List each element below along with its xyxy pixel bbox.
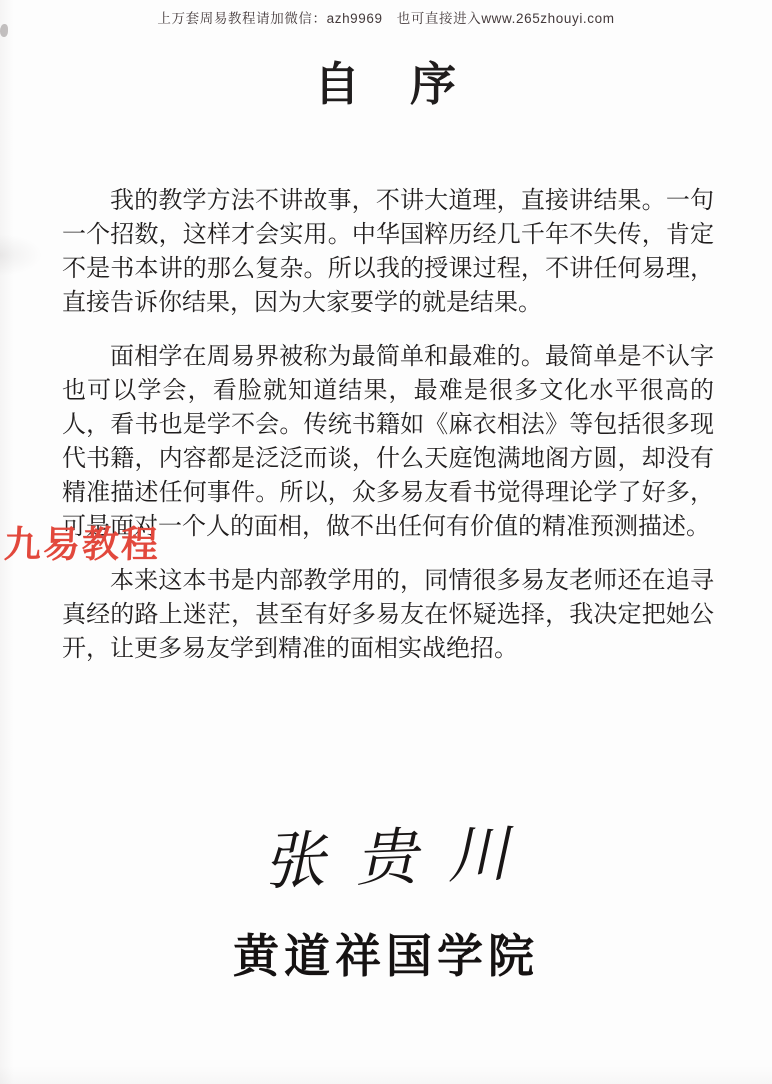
preface-paragraph: 面相学在周易界被称为最简单和最难的。最简单是不认字也可以学会，看脸就知道结果，最难是很多文化水平很高的人，看书也是学不会。传统书籍如《麻衣相法》等包括很多现代书籍，内容都是泛泛而谈，什么天庭饱满地阁方圆，却没有精准描述任何事件。所以，众多易友看书觉得理论学了好多，可是面对一个人的面相，做不出任何有价值的精准预测描述。 <box>62 343 714 540</box>
preface-body <box>62 184 714 686</box>
watermark-text: 九易教程 <box>3 524 161 565</box>
author-signature: 张贵川 <box>261 815 541 899</box>
header-promo-text: 上万套周易教程请加微信：azh9969 也可直接进入www.265zhouyi.com <box>157 11 615 26</box>
preface-paragraph: 我的教学方法不讲故事，不讲大道理，直接讲结果。一句一个招数，这样才会实用。中华国粹历经几千年不失传，肯定不是书本讲的那么复杂。所以我的授课过程，不讲任何易理，直接告诉你结果，因为大家要学的就是结果。 <box>62 187 714 316</box>
page-title: 自 序 <box>314 58 458 110</box>
preface-paragraph: 本来这本书是内部教学用的，同情很多易友老师还在追寻真经的路上迷茫，甚至有好多易友在怀疑选择，我决定把她公开，让更多易友学到精准的面相实战绝招。 <box>62 567 714 662</box>
institution-name: 黄道祥国学院 <box>233 929 539 983</box>
